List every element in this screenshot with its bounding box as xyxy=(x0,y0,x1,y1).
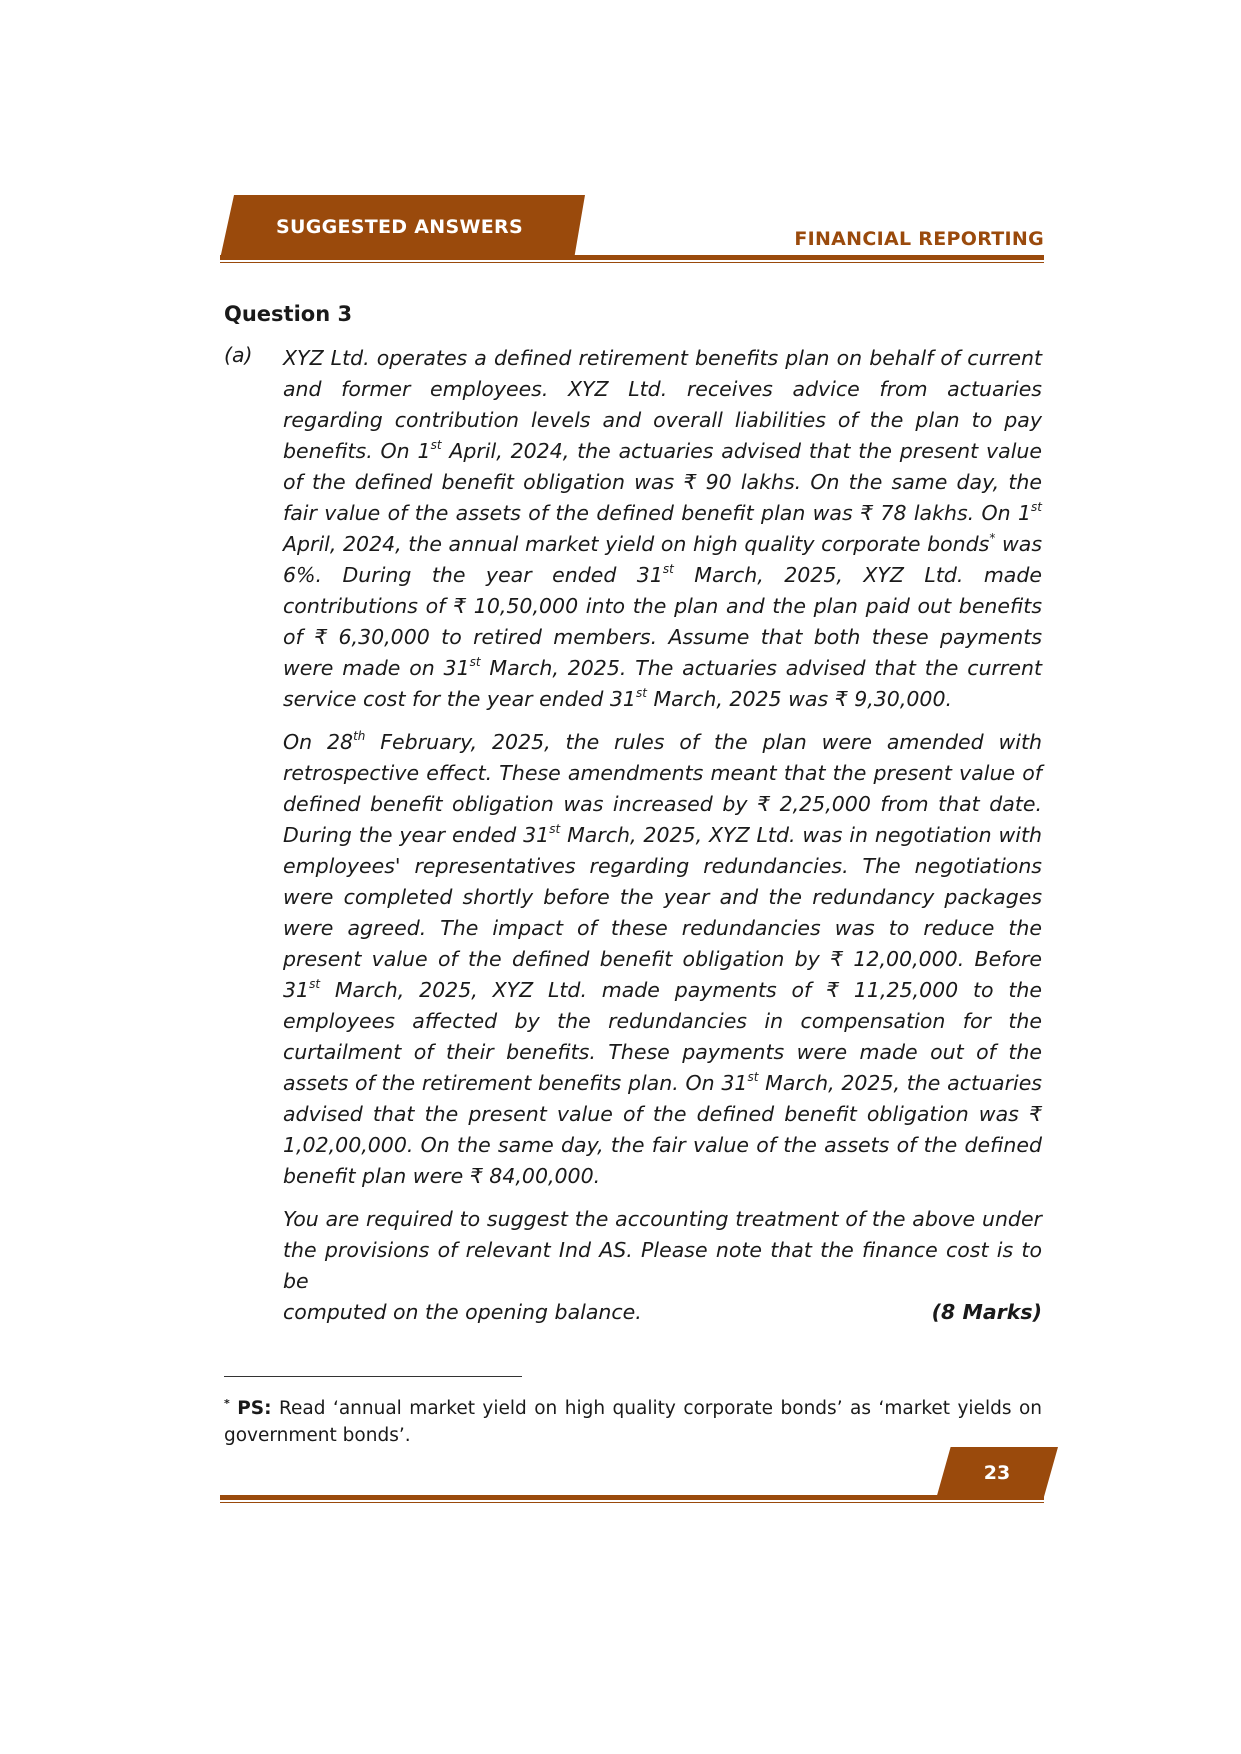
p2-sup-3: st xyxy=(309,977,321,992)
p3-text-a: You are required to suggest the accounting treatment of the above under the provisions of relevant Ind AS. Please note that the finance cost is to be xyxy=(283,1207,1042,1293)
p2-sup-2: st xyxy=(549,822,561,837)
paragraph-2 xyxy=(283,727,1042,1192)
paragraph-3-last-line xyxy=(283,1297,1042,1328)
p2-text-b: February, 2025, the rules of the plan were amended with retrospective effect. These amendments meant that the present value of defined benefit obligation was increased by ₹ 2,25,000 from that date. During the year ended 31 xyxy=(283,730,1042,847)
p1-text-a: XYZ Ltd. operates a defined retirement benefits plan on behalf of current and former employees. XYZ Ltd. receives advice from actuaries regarding contribution levels and overall liabilities of the plan to pay benefits. On 1 xyxy=(283,346,1042,463)
p2-sup-4: st xyxy=(747,1070,759,1085)
question-body xyxy=(283,343,1042,1328)
marks-label: (8 Marks) xyxy=(931,1300,1042,1324)
p1-text-f: March, 2025. The actuaries advised that the current service cost for the year ended 31 xyxy=(283,656,1042,711)
header-left-label: SUGGESTED ANSWERS xyxy=(276,216,523,238)
footnote-text: Read ‘annual market yield on high quality corporate bonds’ as ‘market yields on government bonds’. xyxy=(224,1398,1042,1447)
p1-text-e: March, 2025, XYZ Ltd. made contributions of ₹ 10,50,000 into the plan and the plan paid out benefits of ₹ 6,30,000 to retired members. Assume that both these payments were made on 31 xyxy=(283,563,1042,680)
footnote xyxy=(224,1390,1042,1449)
footer-rule-thin xyxy=(220,1502,1044,1503)
question-title: Question 3 xyxy=(224,302,353,326)
p1-text-b: April, 2024, the actuaries advised that the present value of the defined benefit obligation was ₹ 90 lakhs. On the same day, the fair value of the assets of the defined benefit plan was ₹ 78 lakhs. On 1 xyxy=(283,439,1042,525)
header-right-label: FINANCIAL REPORTING xyxy=(794,228,1044,250)
p1-sup-1: st xyxy=(430,438,442,453)
p2-text-e: March, 2025, the actuaries advised that the present value of the defined benefit obligation was ₹ 1,02,00,000. On the same day, the fair value of the assets of the defined benefit plan were ₹ 84,00,000. xyxy=(283,1071,1042,1188)
p2-text-d: March, 2025, XYZ Ltd. made payments of ₹ 11,25,000 to the employees affected by the redundancies in compensation for the curtailment of their benefits. These payments were made out of the assets of the retirement benefits plan. On 31 xyxy=(283,978,1042,1095)
footnote-label: PS: xyxy=(237,1398,272,1420)
p2-sup-1: th xyxy=(353,729,366,744)
page-number: 23 xyxy=(983,1462,1011,1484)
paragraph-3 xyxy=(283,1204,1042,1297)
p2-text-c: March, 2025, XYZ Ltd. was in negotiation with employees' representatives regarding redundancies. The negotiations were completed shortly before the year and the redundancy packages were agreed. The impact of these redundancies was to reduce the present value of the defined benefit obligation by ₹ 12,00,000. Before 31 xyxy=(283,823,1042,1002)
p2-text-a: On 28 xyxy=(283,730,354,754)
p1-text-c: April, 2024, the annual market yield on high quality corporate bonds xyxy=(283,532,990,556)
p1-sup-2: st xyxy=(1031,500,1042,515)
footer-rule-thick xyxy=(220,1495,1044,1500)
header-rule-thin xyxy=(220,262,1044,263)
p1-sup-4: st xyxy=(662,562,674,577)
p1-sup-6: st xyxy=(635,686,647,701)
header-rule-thick xyxy=(220,255,1044,260)
p1-text-g: March, 2025 was ₹ 9,30,000. xyxy=(646,687,953,711)
question-part-label: (a) xyxy=(224,343,253,367)
paragraph-1 xyxy=(283,343,1042,715)
p1-text-d: was 6%. During the year ended 31 xyxy=(283,532,1043,587)
p1-sup-5: st xyxy=(469,655,481,670)
footnote-ref-mark: * xyxy=(989,531,996,546)
footnote-separator xyxy=(224,1376,522,1377)
p3-text-b: computed on the opening balance. xyxy=(283,1300,642,1324)
footnote-mark: * xyxy=(224,1397,230,1410)
